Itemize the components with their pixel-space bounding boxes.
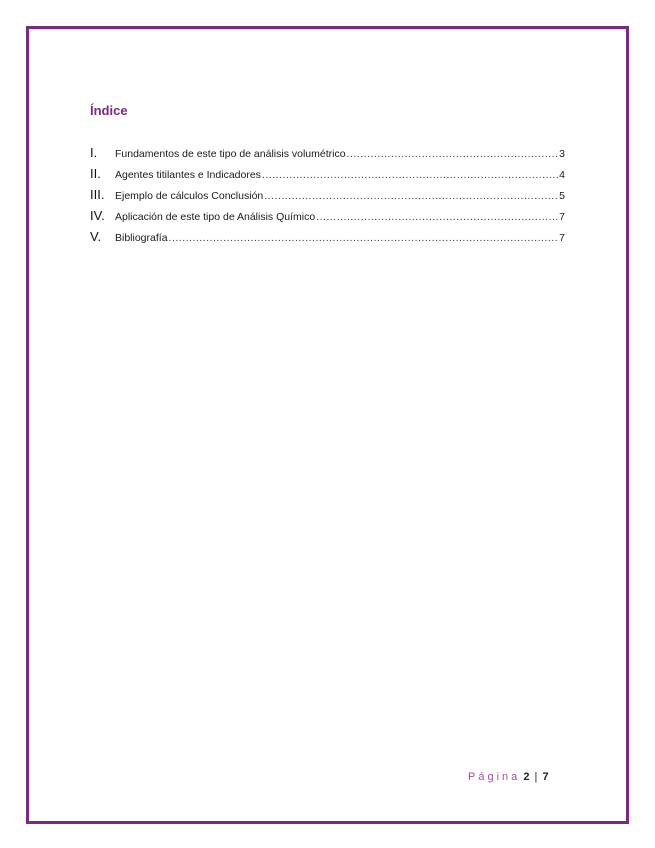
toc-entry-3[interactable] bbox=[90, 187, 565, 208]
toc-entry-text: Agentes titilantes e Indicadores bbox=[115, 169, 261, 181]
toc-entry-numeral: II. bbox=[90, 166, 101, 181]
toc-dot-leader bbox=[264, 190, 558, 202]
toc-entry-page: 7 bbox=[559, 211, 565, 223]
toc-dot-leader bbox=[347, 148, 559, 160]
table-of-contents bbox=[90, 145, 565, 250]
footer-separator: | bbox=[534, 771, 538, 783]
toc-entry-1[interactable] bbox=[90, 145, 565, 166]
footer-page-label: Página bbox=[468, 771, 521, 783]
toc-entry-text: Ejemplo de cálculos Conclusión bbox=[115, 190, 264, 202]
toc-entry-text: Fundamentos de este tipo de análisis volumétrico bbox=[115, 148, 346, 160]
toc-title: Índice bbox=[90, 103, 128, 118]
toc-dot-leader bbox=[316, 211, 558, 223]
toc-dot-leader bbox=[262, 169, 558, 181]
toc-entry-numeral: IV. bbox=[90, 208, 105, 223]
toc-entry-text: Bibliografía bbox=[115, 232, 168, 244]
toc-entry-numeral: V. bbox=[90, 229, 102, 244]
toc-entry-page: 3 bbox=[559, 148, 565, 160]
page-footer bbox=[468, 771, 549, 783]
toc-entry-4[interactable] bbox=[90, 208, 565, 229]
footer-current-page: 2 bbox=[523, 771, 530, 783]
toc-entry-page: 7 bbox=[559, 232, 565, 244]
toc-entry-2[interactable] bbox=[90, 166, 565, 187]
footer-total-pages: 7 bbox=[542, 771, 549, 783]
toc-entry-text: Aplicación de este tipo de Análisis Químico bbox=[115, 211, 316, 223]
toc-entry-page: 4 bbox=[559, 169, 565, 181]
toc-entry-numeral: III. bbox=[90, 187, 105, 202]
toc-entry-5[interactable] bbox=[90, 229, 565, 250]
toc-entry-page: 5 bbox=[559, 190, 565, 202]
toc-entry-numeral: I. bbox=[90, 145, 98, 160]
toc-dot-leader bbox=[169, 232, 559, 244]
